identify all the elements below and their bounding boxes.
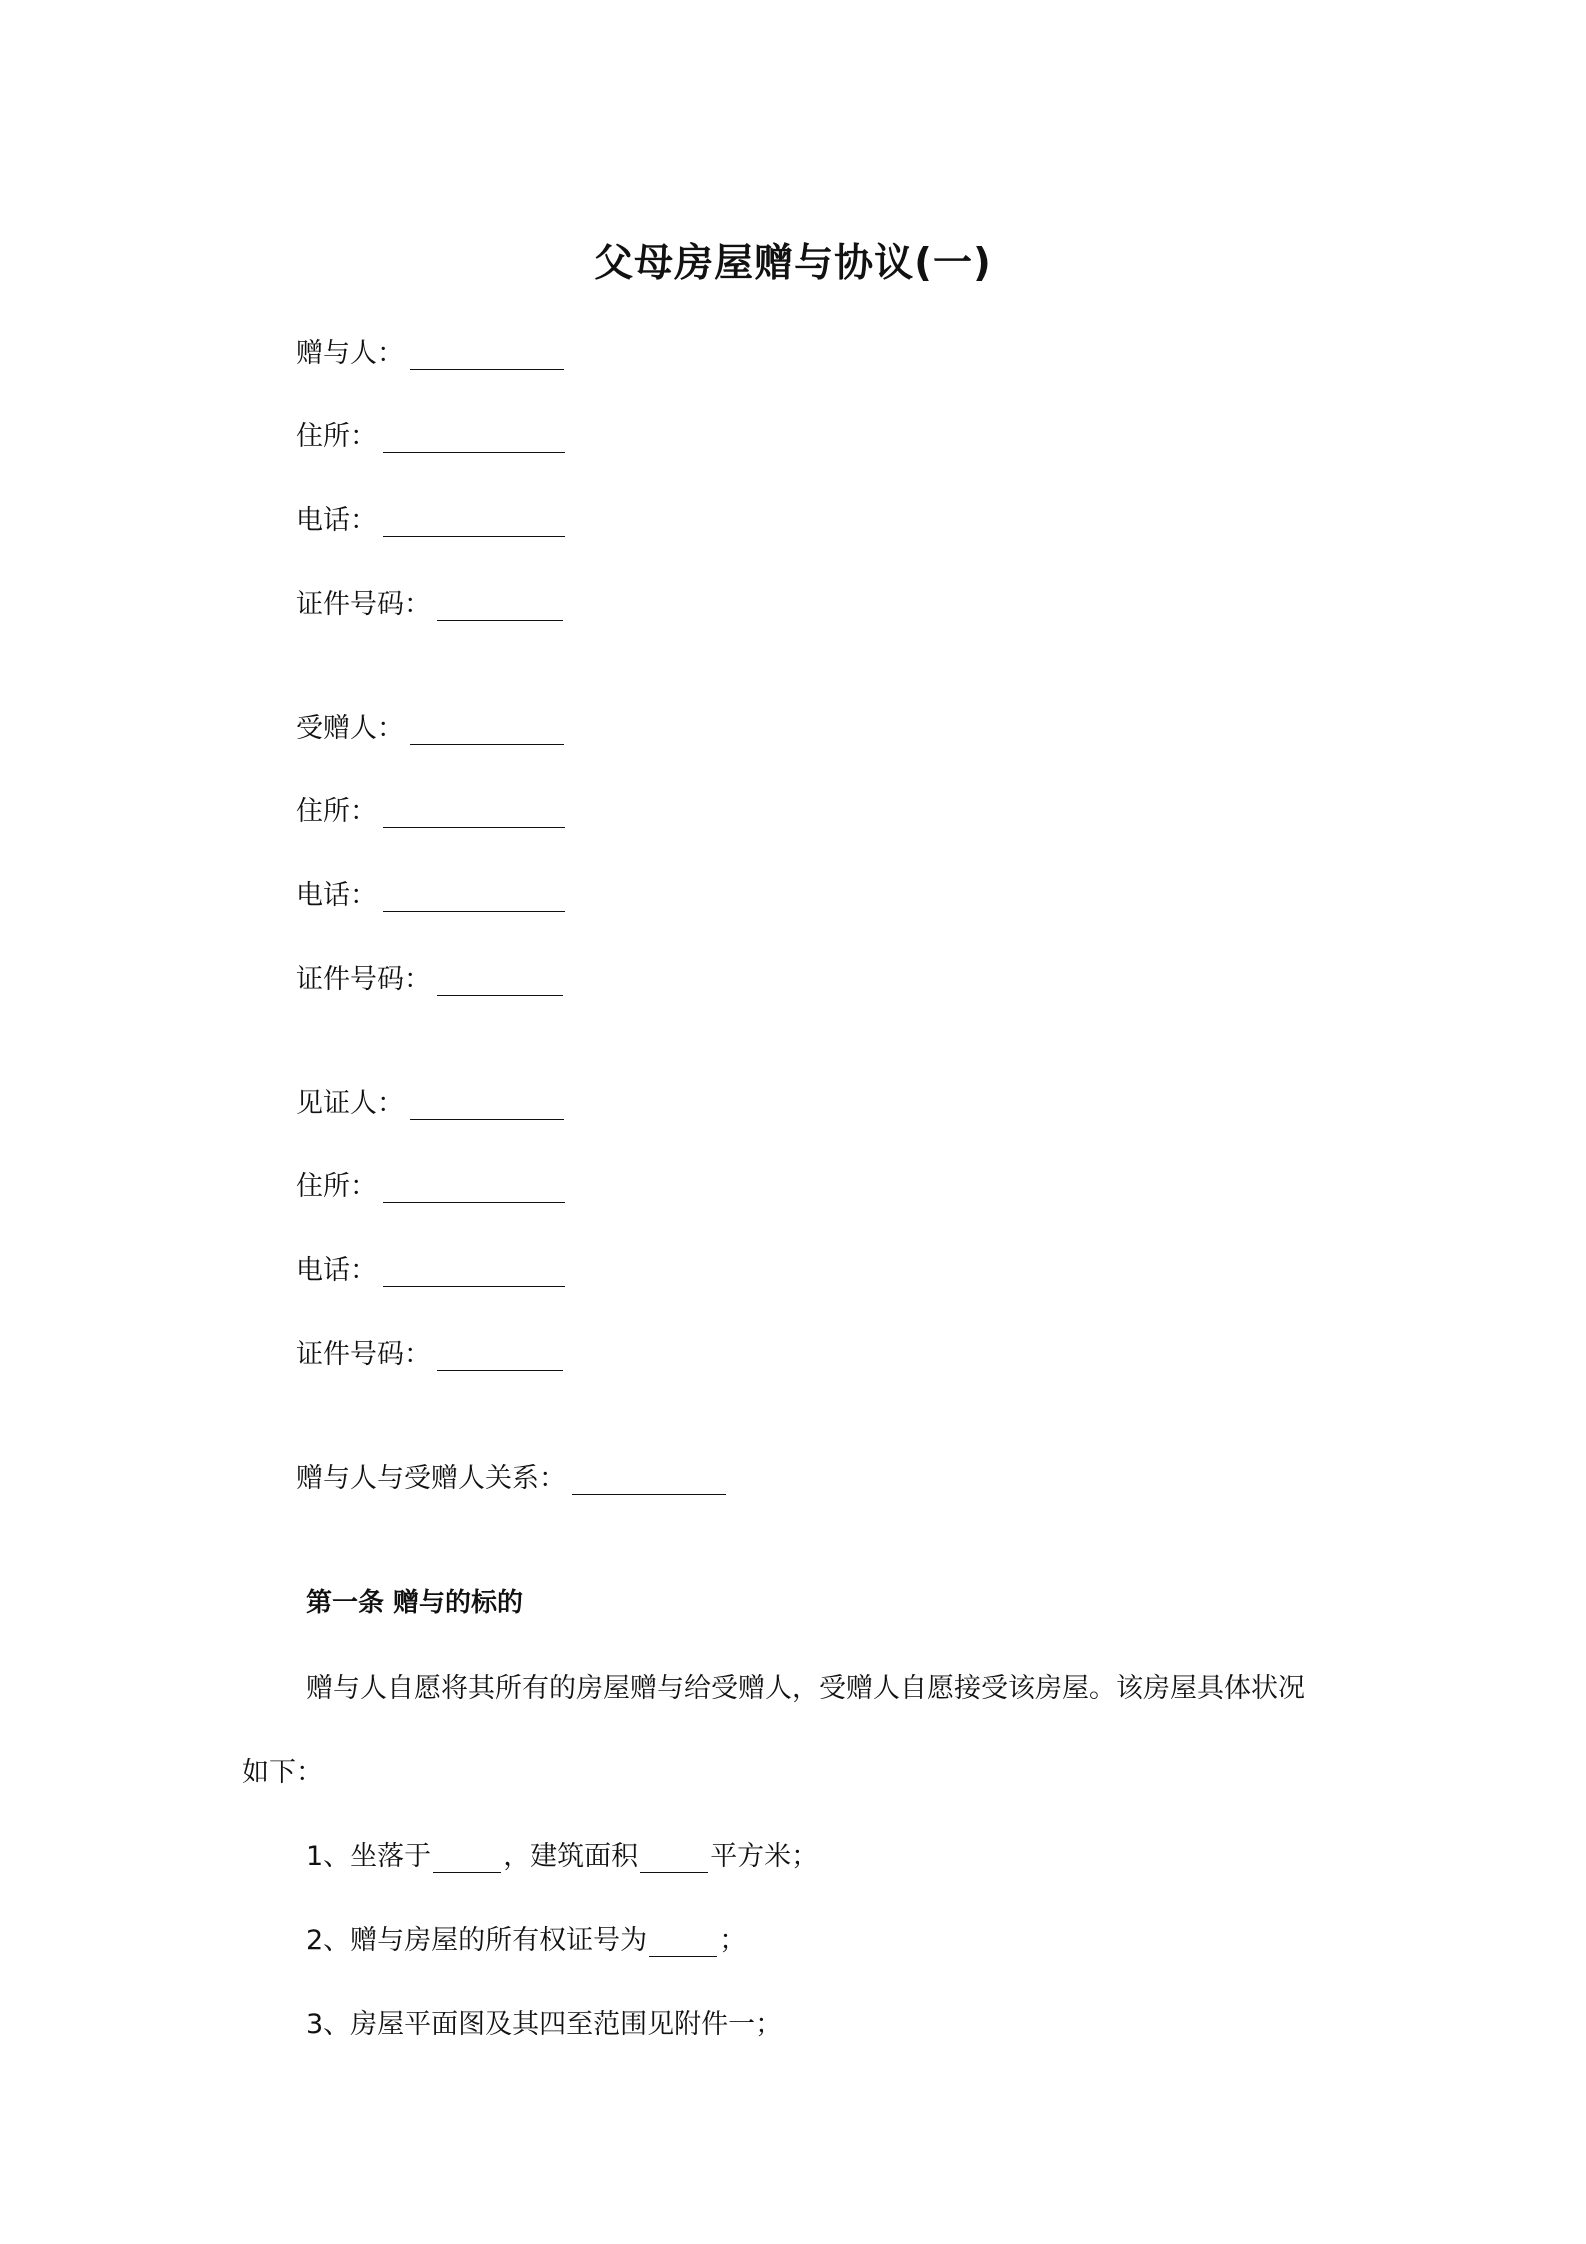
donor-id-blank[interactable] [437, 590, 563, 621]
witness-id-label: 证件号码： [296, 1339, 431, 1370]
relation-blank[interactable] [572, 1464, 726, 1495]
donor-label: 赠与人： [296, 338, 404, 369]
witness-phone-field [296, 1248, 565, 1288]
donee-id-label: 证件号码： [296, 964, 431, 995]
donor-address-blank[interactable] [383, 422, 565, 453]
item2-label: 2、赠与房屋的所有权证号为 [306, 1925, 648, 1956]
donee-phone-field [296, 873, 565, 913]
donor-phone-blank[interactable] [383, 506, 565, 537]
donee-label: 受赠人： [296, 713, 404, 744]
item1-unit-label: 平方米； [710, 1841, 819, 1872]
article1-item1 [306, 1834, 818, 1873]
item1-location-blank[interactable] [433, 1844, 501, 1873]
donee-field [296, 706, 564, 746]
witness-id-field [296, 1332, 563, 1372]
donee-address-label: 住所： [296, 796, 377, 827]
item1-area-blank[interactable] [640, 1844, 708, 1873]
article1-item3: 3、房屋平面图及其四至范围见附件一； [306, 2009, 783, 2040]
relation-field [296, 1456, 726, 1496]
witness-address-field [296, 1164, 565, 1204]
witness-field [296, 1081, 564, 1121]
donor-field [296, 331, 564, 371]
donor-phone-label: 电话： [296, 505, 377, 536]
document-title: 父母房屋赠与协议(一) [594, 241, 992, 286]
witness-phone-label: 电话： [296, 1255, 377, 1286]
witness-id-blank[interactable] [437, 1340, 563, 1371]
donee-phone-blank[interactable] [383, 881, 565, 912]
donor-phone-field [296, 498, 565, 538]
donee-address-field [296, 789, 565, 829]
donor-address-field [296, 414, 565, 454]
witness-address-blank[interactable] [383, 1172, 565, 1203]
donee-address-blank[interactable] [383, 797, 565, 828]
article1-paragraph-line1: 赠与人自愿将其所有的房屋赠与给受赠人，受赠人自愿接受该房屋。该房屋具体状况 [306, 1673, 1305, 1704]
donor-id-label: 证件号码： [296, 589, 431, 620]
donor-address-label: 住所： [296, 421, 377, 452]
item2-certificate-blank[interactable] [649, 1928, 717, 1957]
donor-blank[interactable] [410, 339, 564, 370]
donor-id-field [296, 582, 563, 622]
item1-location-label: 1、坐落于 [306, 1841, 432, 1872]
donee-phone-label: 电话： [296, 880, 377, 911]
witness-address-label: 住所： [296, 1171, 377, 1202]
donee-blank[interactable] [410, 714, 564, 745]
relation-label: 赠与人与受赠人关系： [296, 1463, 566, 1494]
article1-item2 [306, 1918, 746, 1957]
witness-phone-blank[interactable] [383, 1256, 565, 1287]
donee-id-field [296, 957, 563, 997]
article1-paragraph-line2: 如下： [242, 1757, 323, 1788]
item2-end: ； [719, 1925, 747, 1956]
donee-id-blank[interactable] [437, 965, 563, 996]
witness-blank[interactable] [410, 1089, 564, 1120]
article1-heading: 第一条 赠与的标的 [306, 1588, 524, 1618]
witness-label: 见证人： [296, 1088, 404, 1119]
item1-area-label: ，建筑面积 [503, 1841, 639, 1872]
